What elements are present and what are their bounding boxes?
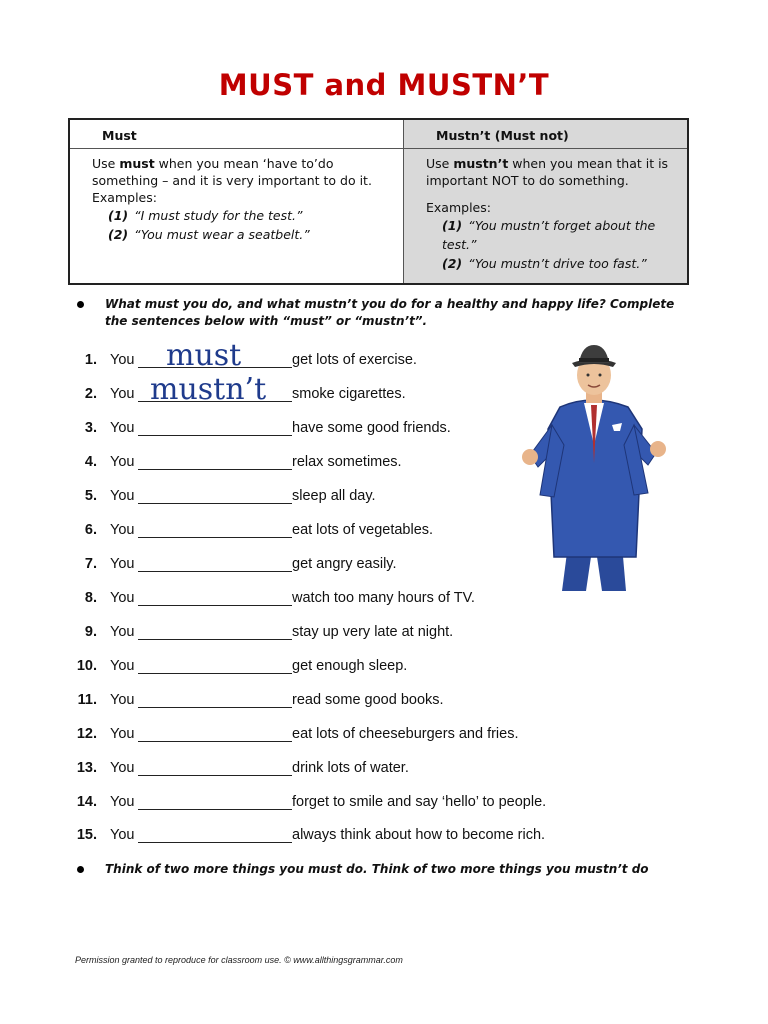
item-number: 7. xyxy=(84,556,97,572)
item-subject: You xyxy=(110,352,135,368)
item-number: 1. xyxy=(84,352,97,368)
man-in-suit-illustration xyxy=(510,345,675,593)
answer-blank[interactable] xyxy=(138,707,292,708)
list-item xyxy=(70,420,540,440)
item-subject: You xyxy=(110,386,135,402)
item-subject: You xyxy=(110,692,135,708)
must-example: (1) “I must study for the test.” xyxy=(108,207,303,223)
item-subject: You xyxy=(110,454,135,470)
item-text: have some good friends. xyxy=(292,420,451,436)
answer-blank[interactable] xyxy=(138,673,292,674)
must-header-cell xyxy=(69,119,404,148)
item-text: sleep all day. xyxy=(292,488,376,504)
list-item xyxy=(70,827,546,847)
list-item xyxy=(70,760,540,780)
item-subject: You xyxy=(110,827,135,843)
answer-blank[interactable] xyxy=(138,842,292,843)
answer-blank[interactable] xyxy=(138,571,292,572)
instruction-text: What must you do, and what mustn’t you do for a healthy and happy life? Complete the sentences below with “must” or “mustn’t”. xyxy=(105,297,675,328)
item-subject: You xyxy=(110,624,135,640)
list-item xyxy=(70,372,540,407)
must-example: (2) “You must wear a seatbelt.” xyxy=(108,226,310,242)
rules-table xyxy=(68,118,689,285)
answer-blank[interactable] xyxy=(138,741,292,742)
item-number: 9. xyxy=(84,624,97,640)
item-text: read some good books. xyxy=(292,692,444,708)
item-text: forget to smile and say ‘hello’ to people. xyxy=(292,794,547,810)
item-number: 4. xyxy=(84,454,97,470)
item-number: 13. xyxy=(76,760,97,776)
must-header: Must xyxy=(102,128,137,143)
item-text: stay up very late at night. xyxy=(292,624,454,640)
handwritten-answer: must xyxy=(166,338,242,373)
mustnt-example: (2) “You mustn’t drive too fast.” xyxy=(442,255,647,271)
item-text: relax sometimes. xyxy=(292,454,402,470)
answer-blank[interactable] xyxy=(138,809,292,810)
answer-blank[interactable] xyxy=(138,605,292,606)
item-text: smoke cigarettes. xyxy=(292,386,406,402)
item-subject: You xyxy=(110,556,135,572)
answer-blank[interactable] xyxy=(138,503,292,504)
item-text: eat lots of vegetables. xyxy=(292,522,434,538)
item-subject: You xyxy=(110,590,135,606)
item-number: 14. xyxy=(76,794,97,810)
item-text: watch too many hours of TV. xyxy=(292,590,475,606)
list-item xyxy=(70,522,540,542)
item-number: 3. xyxy=(84,420,97,436)
bullet-icon xyxy=(77,866,84,873)
mustnt-header-cell xyxy=(404,119,689,148)
item-subject: You xyxy=(110,522,135,538)
list-item xyxy=(70,692,540,712)
list-item xyxy=(70,794,547,814)
item-text: drink lots of water. xyxy=(292,760,409,776)
footer-permission: Permission granted to reproduce for classroom use. © www.allthingsgrammar.com xyxy=(75,955,403,965)
final-instruction: Think of two more things you must do. Think of two more things you mustn’t do xyxy=(105,862,649,876)
item-text: get lots of exercise. xyxy=(292,352,417,368)
item-number: 6. xyxy=(84,522,97,538)
list-item xyxy=(70,556,540,576)
list-item xyxy=(70,726,540,746)
item-number: 5. xyxy=(84,488,97,504)
item-text: get angry easily. xyxy=(292,556,397,572)
answer-blank[interactable] xyxy=(138,537,292,538)
mustnt-examples-label: Examples: xyxy=(426,199,491,215)
answer-blank[interactable] xyxy=(138,435,292,436)
list-item xyxy=(70,658,540,678)
must-description: Use must when you mean ‘have to’do something – and it is very important to do it. xyxy=(92,155,372,188)
list-item xyxy=(70,454,540,474)
item-subject: You xyxy=(110,794,135,810)
must-examples-label: Examples: xyxy=(92,189,157,205)
item-subject: You xyxy=(110,420,135,436)
mustnt-example: (1) “You mustn’t forget about the test.” xyxy=(442,217,656,252)
handwritten-answer: mustn’t xyxy=(150,372,267,407)
mustnt-description: Use mustn’t when you mean that it is important NOT to do something. xyxy=(426,155,669,188)
item-text: always think about how to become rich. xyxy=(292,827,546,843)
list-item xyxy=(70,488,540,508)
item-subject: You xyxy=(110,658,135,674)
item-text: eat lots of cheeseburgers and fries. xyxy=(292,726,519,742)
must-explanation-cell xyxy=(69,148,404,284)
mustnt-header: Mustn’t (Must not) xyxy=(436,128,569,143)
page-title: MUST and MUSTN’T xyxy=(218,68,550,102)
item-text: get enough sleep. xyxy=(292,658,408,674)
list-item xyxy=(70,590,540,610)
mustnt-explanation-cell xyxy=(404,148,689,284)
list-item xyxy=(70,338,540,373)
answer-blank[interactable] xyxy=(138,775,292,776)
answer-blank[interactable] xyxy=(138,639,292,640)
item-number: 10. xyxy=(76,658,97,674)
list-item xyxy=(70,624,540,644)
answer-blank[interactable] xyxy=(138,469,292,470)
item-number: 11. xyxy=(77,692,97,708)
item-subject: You xyxy=(110,760,135,776)
item-subject: You xyxy=(110,488,135,504)
item-subject: You xyxy=(110,726,135,742)
item-number: 12. xyxy=(76,726,97,742)
item-number: 8. xyxy=(84,590,97,606)
item-number: 15. xyxy=(76,827,97,843)
bullet-icon xyxy=(77,301,84,308)
item-number: 2. xyxy=(84,386,97,402)
